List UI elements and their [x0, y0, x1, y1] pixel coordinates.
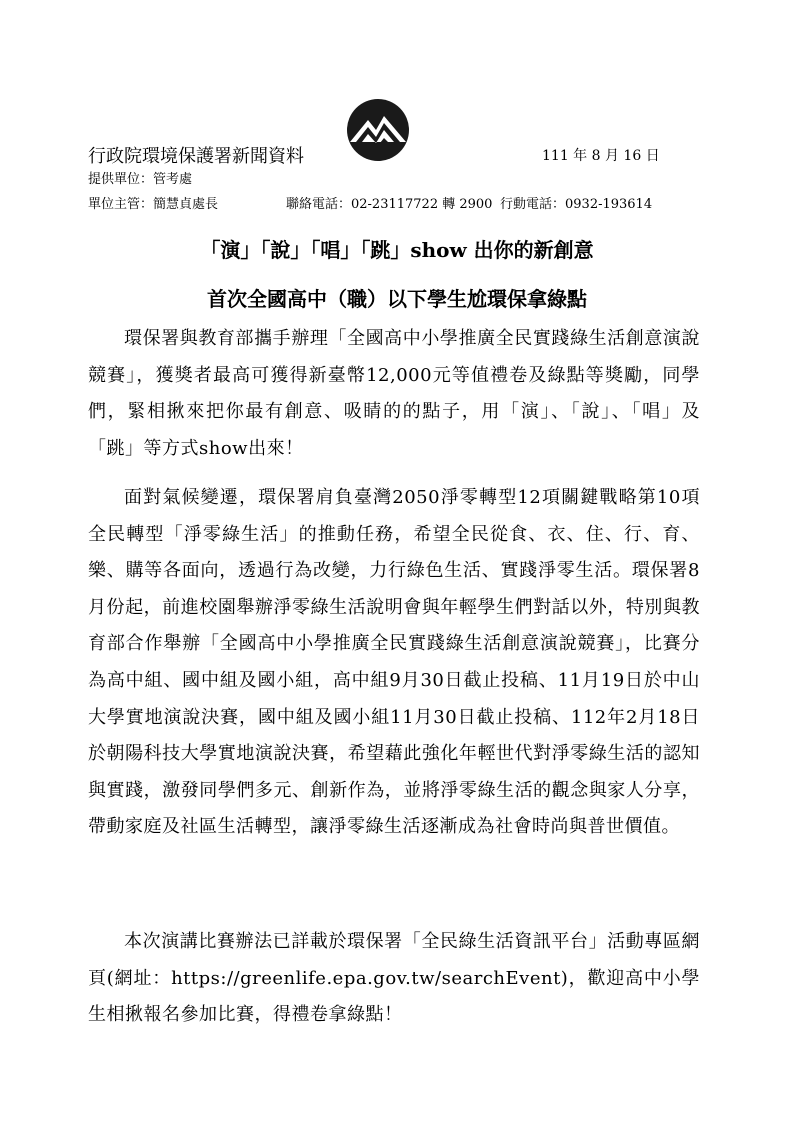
epa-logo-icon — [346, 98, 410, 162]
press-release-date: 111 年 8 月 16 日 — [542, 148, 660, 164]
mobile-phone: 行動電話：0932-193614 — [500, 197, 653, 212]
headline-title: 「演」「說」「唱」「跳」show 出你的新創意 — [200, 238, 594, 262]
body-paragraph-3: 本次演講比賽辦法已詳載於環保署「全民綠生活資訊平台」活動專區網頁(網址：https://greenlife.epa.gov.tw/searchEvent)，歡迎高中小學生相揪報名參加比賽，得禮卷拿綠點！ — [88, 931, 700, 1026]
contact-phone: 聯絡電話：02-23117722 轉 2900 — [286, 197, 493, 212]
body-paragraph-1: 環保署與教育部攜手辦理「全國高中小學推廣全民實踐綠生活創意演說競賽」，獲獎者最高可獲得新臺幣12,000元等值禮卷及綠點等獎勵，同學們，緊相揪來把你最有創意、吸睛的的點子，用「演」、「說」、「唱」及「跳」等方式show出來！ — [88, 328, 700, 459]
press-release-org-title: 行政院環境保護署新聞資料 — [88, 146, 304, 167]
headline-subtitle: 首次全國高中（職）以下學生尬環保拿綠點 — [207, 287, 587, 311]
unit-supervisor: 單位主管：簡慧貞處長 — [88, 197, 219, 212]
body-paragraph-2: 面對氣候變遷，環保署肩負臺灣2050淨零轉型12項關鍵戰略第10項全民轉型「淨零綠生活」的推動任務，希望全民從食、衣、住、行、育、樂、購等各面向，透過行為改變，力行綠色生活、實踐淨零生活。環保署8月份起，前進校園舉辦淨零綠生活說明會與年輕學生們對話以外，特別與教育部合作舉辦「全國高中小學推廣全民實踐綠生活創意演說競賽」，比賽分為高中組、國中組及國小組，高中組9月30日截止投稿、11月19日於中山大學實地演說決賽，國中組及國小組11月30日截止投稿、112年2月18日於朝陽科技大學實地演說決賽，希望藉此強化年輕世代對淨零綠生活的認知與實踐，激發同學們多元、創新作為，並將淨零綠生活的觀念與家人分享，帶動家庭及社區生活轉型，讓淨零綠生活逐漸成為社會時尚與普世價值。 — [88, 487, 700, 838]
provider-unit: 提供單位：管考處 — [88, 172, 193, 187]
